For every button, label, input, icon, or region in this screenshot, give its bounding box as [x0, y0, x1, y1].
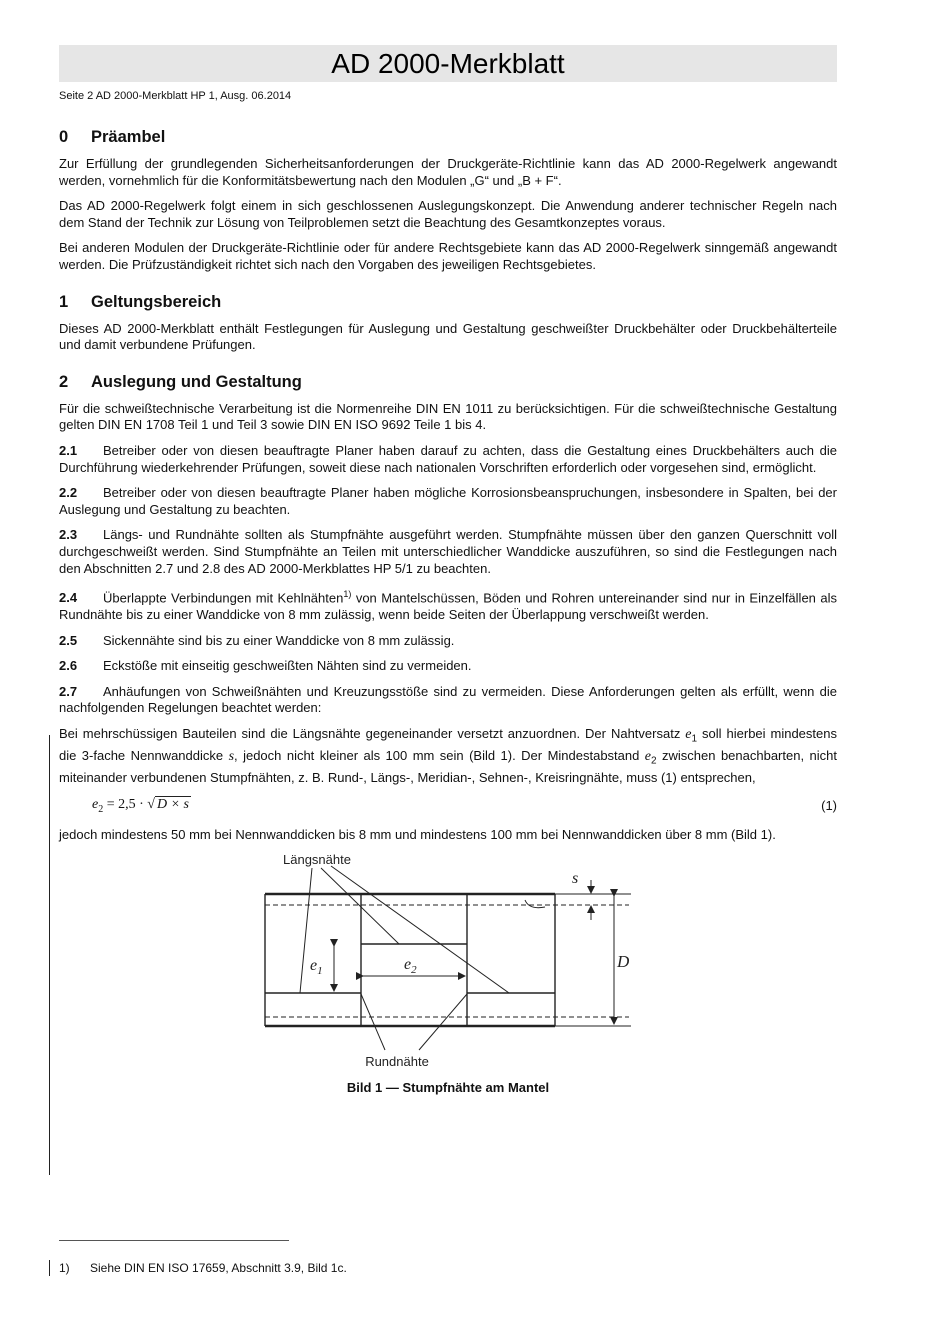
clause-2-3	[59, 527, 837, 577]
heading-number: 2	[59, 372, 69, 391]
clause-text: Überlappte Verbindungen mit Kehlnähten	[103, 590, 344, 606]
formula-number: (1)	[821, 797, 837, 813]
clause-2-1	[59, 443, 837, 476]
footnote-reference[interactable]: 1)	[343, 589, 352, 600]
heading-section-0	[59, 128, 837, 147]
clause-2-2	[59, 485, 837, 518]
paragraph: Das AD 2000-Regelwerk folgt einem in sich geschlossenen Auslegungskonzept. Die Anwendung anderer technischer Regeln nach dem Stand der Technik zur Lösung von Teilproblemen setzt die Beachtung des Gesamtkonzeptes voraus.	[59, 198, 837, 230]
clause-number: 2.7	[59, 683, 78, 699]
figure-caption: Bild 1 — Stumpfnähte am Mantel	[346, 1080, 550, 1096]
heading-text: Auslegung und Gestaltung	[91, 372, 302, 391]
shell-seam-diagram	[59, 852, 837, 1072]
footnote-text: Siehe DIN EN ISO 17659, Abschnitt 3.9, Bild 1c.	[90, 1261, 347, 1275]
clause-text: Längs- und Rundnähte sollten als Stumpfnähte ausgeführt werden. Stumpfnähte müssen über den ganzen Querschnitt voll durchgeschweißt werden. Sind Stumpfnähte an Teilen mit unterschiedlicher Wanddicke auszuführen, so sind die Festlegungen nach den Abschnitten 2.7 und 2.8 des AD 2000-Merkblattes HP 5/1 zu beachten.	[59, 527, 837, 576]
paragraph: Bei anderen Modulen der Druckgeräte-Richtlinie oder für andere Rechtsgebiete kann das AD 2000-Regelwerk sinngemäß angewandt werden. Die Prüfzuständigkeit richtet sich nach den Vorgaben des jeweiligen Rechtsgebietes.	[59, 240, 837, 272]
paragraph-seam-offset	[59, 726, 837, 787]
heading-section-1	[59, 293, 837, 312]
label-D: D	[617, 952, 630, 972]
label-rundnaehte: Rundnähte	[365, 1054, 429, 1070]
text-run: , jedoch nicht kleiner als 100 mm sein (Bild 1). Der Mindestabstand	[234, 748, 645, 764]
clause-number: 2.1	[59, 442, 78, 458]
leader-circumferential-1	[361, 994, 385, 1050]
heading-section-2	[59, 373, 837, 392]
formula-lhs-subscript: 2	[98, 803, 104, 815]
symbol-subscript: 1	[691, 733, 698, 745]
footnote	[59, 1261, 347, 1275]
heading-number: 1	[59, 292, 69, 311]
clause-2-7	[59, 684, 837, 717]
heading-number: 0	[59, 128, 69, 146]
label-e2: $e_2$	[404, 956, 417, 977]
text-run: zwischen benachbarten, nicht miteinander verbundenen Stumpfnähten, z. B. Rund-, Längs-, Meridian-, Sehnen-, Kreisringnähte, muss (1) entsprechen,	[59, 748, 837, 786]
wall-arc	[525, 900, 545, 908]
symbol-e: e	[685, 726, 692, 742]
clause-number: 2.2	[59, 485, 78, 501]
footnote-number: 1)	[59, 1261, 70, 1275]
leader-longitudinal-1	[300, 868, 312, 993]
label-e1: $e_1$	[310, 957, 323, 978]
clause-number: 2.4	[59, 590, 78, 606]
clause-text: Betreiber oder von diesen beauftragte Planer haben mögliche Korrosionsbeanspruchungen, insbesondere in Spalten, bei der Auslegung und Gestaltung zu beachten.	[59, 485, 837, 517]
formula-1	[59, 796, 837, 815]
symbol-s: s	[228, 749, 235, 765]
document-title: AD 2000-Merkblatt	[331, 48, 565, 79]
clause-text: Eckstöße mit einseitig geschweißten Nähten sind zu vermeiden.	[103, 658, 472, 674]
change-bar-footnote	[49, 1260, 50, 1276]
label-s: s	[572, 870, 579, 888]
text-run: soll hierbei mindestens die 3-fache Nennwanddicke	[59, 725, 837, 764]
paragraph: Dieses AD 2000-Merkblatt enthält Festlegungen für Auslegung und Gestaltung geschweißter Druckbehälter oder Druckbehälterteile und damit verbundene Prüfungen.	[59, 320, 837, 353]
formula-lhs: e	[92, 796, 99, 812]
clause-text-cont: von Mantelschüssen, Böden und Rohren untereinander sind nur in Einzelfällen als Rundnähte bis zu einer Wanddicke von 8 mm zulässig, wenn beide Seiten der Überlappung verschweißt werden.	[59, 590, 837, 623]
formula-expression	[92, 796, 191, 815]
document-body	[59, 128, 837, 1095]
label-laengsnaehte: Längsnähte	[283, 852, 351, 868]
formula-radicand: D × s	[156, 796, 189, 812]
paragraph: jedoch mindestens 50 mm bei Nennwanddicken bis 8 mm und mindestens 100 mm bei Nennwanddicken über 8 mm (Bild 1).	[59, 826, 776, 842]
clause-number: 2.6	[59, 658, 78, 674]
page-reference: Seite 2 AD 2000-Merkblatt HP 1, Ausg. 06.2014	[59, 90, 292, 102]
document-title-banner	[59, 45, 837, 82]
heading-text: Geltungsbereich	[91, 292, 222, 311]
heading-text: Präambel	[91, 128, 166, 146]
clause-2-4	[59, 586, 837, 624]
clause-2-5	[59, 633, 837, 650]
clause-number: 2.5	[59, 632, 78, 648]
paragraph: Für die schweißtechnische Verarbeitung ist die Normenreihe DIN EN 1011 zu berücksichtigen. Für die schweißtechnische Gestaltung gelten DIN EN 1708 Teil 1 und Teil 3 sowie DIN EN ISO 9692 Teile 1 bis 4.	[59, 400, 837, 433]
leader-circumferential-2	[419, 994, 467, 1050]
clause-text: Sickennähte sind bis zu einer Wanddicke von 8 mm zulässig.	[103, 632, 455, 648]
clause-2-6	[59, 658, 837, 675]
clause-text: Betreiber oder von diesen beauftragte Planer haben darauf zu achten, dass die Gestaltung eines Druckbehälters auch die Durchführung wiederkehrender Prüfungen, soweit diese nach nationalen Vorschriften erforderlich oder vorgesehen sind, ermöglicht.	[59, 442, 837, 475]
figure-1	[59, 852, 837, 1072]
clause-text: Anhäufungen von Schweißnähten und Kreuzungsstöße sind zu vermeiden. Diese Anforderungen gelten als erfüllt, wenn die nachfolgenden Regelungen beachtet werden:	[59, 683, 837, 716]
text-run: Bei mehrschüssigen Bauteilen sind die Längsnähte gegeneinander versetzt anzuordnen. Der Nahtversatz	[59, 725, 686, 741]
leader-longitudinal-3	[331, 866, 509, 993]
formula-equals: = 2,5 · √	[103, 796, 155, 812]
symbol-subscript: 2	[651, 755, 657, 767]
clause-number: 2.3	[59, 527, 78, 543]
change-bar	[49, 735, 50, 1175]
footnote-rule	[59, 1240, 289, 1241]
paragraph: Zur Erfüllung der grundlegenden Sicherheitsanforderungen der Druckgeräte-Richtlinie kann das AD 2000-Regelwerk angewandt werden, vornehmlich für die Konformitätsbewertung nach den Modulen „G“ und „B + F“.	[59, 156, 837, 188]
symbol-e: e	[644, 749, 652, 765]
